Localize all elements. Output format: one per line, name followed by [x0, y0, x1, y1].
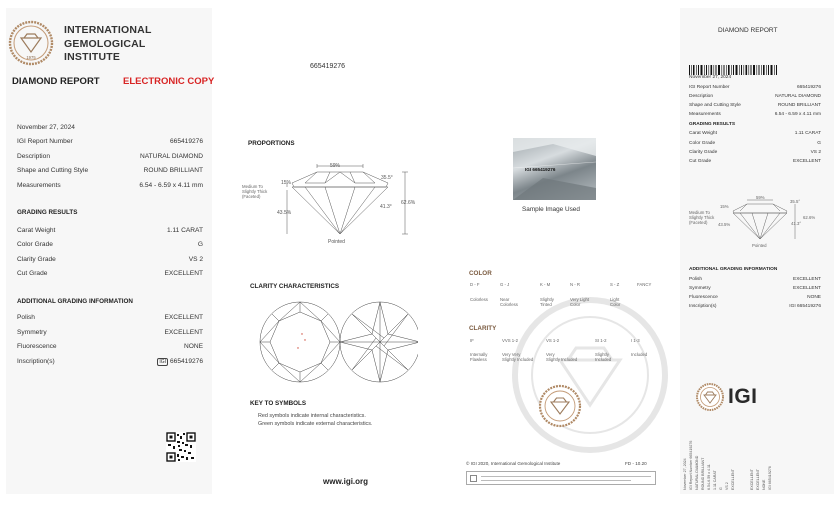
clarity-grade: IF [470, 338, 474, 343]
crown-angle: 35.5° [381, 175, 393, 181]
key-red-note: Red symbols indicate internal characteristics. [258, 413, 366, 419]
pavilion-percent: 43.5% [277, 210, 292, 216]
right-additional-row: Fluorescence NONE [689, 295, 821, 300]
color-grade: K - M [540, 282, 551, 287]
detail-row: IGI Report Number 665419276 [17, 138, 203, 145]
color-scale-heading: COLOR [469, 270, 492, 277]
right-additional-row: Symmetry EXCELLENT [689, 286, 821, 291]
key-green-note: Green symbols indicate external characteristics. [258, 421, 373, 427]
girdle-description: Medium To Slightly Thick (Faceted) [242, 184, 268, 199]
clarity-grade: VS 1-2 [546, 338, 560, 343]
institute-line2: GEMOLOGICAL [64, 37, 146, 50]
institute-line1: INTERNATIONAL [64, 24, 152, 36]
vertical-line: EXCELLENT [750, 469, 754, 490]
depth-percent: 62.6% [401, 200, 416, 206]
clarity-plot-diagram [258, 298, 418, 395]
footer-icon [470, 475, 477, 482]
right-detail-row: IGI Report Number 665419276 [689, 85, 821, 90]
grading-row: Carat Weight 1.11 CARAT [17, 227, 203, 234]
right-detail-row: Description NATURAL DIAMOND [689, 94, 821, 99]
proportions-diagram [285, 152, 415, 252]
culet-label: Pointed [328, 239, 345, 245]
clarity-desc: Very Slightly Included [546, 352, 578, 362]
right-depth: 62.6% [803, 215, 816, 220]
institute-name [64, 24, 184, 65]
footer-copyright: © IGI 2020, International Gemological Institute [466, 461, 561, 466]
right-culet-label: Pointed [752, 243, 767, 248]
barcode-icon [689, 62, 777, 72]
color-grade: FANCY [637, 282, 652, 287]
right-detail-row: Shape and Cutting Style ROUND BRILLIANT [689, 103, 821, 108]
igi-seal-icon [8, 20, 54, 66]
grading-row: Cut Grade EXCELLENT [17, 270, 203, 277]
right-girdle-description: Medium To Slightly Thick (Faceted) [689, 210, 715, 225]
vertical-line: ROUND BRILLIANT [701, 457, 705, 490]
girdle-percent: 15% [281, 180, 292, 186]
right-table-percent: 59% [756, 195, 765, 200]
clarity-scale-heading: CLARITY [469, 325, 497, 332]
report-number-top: 665419276 [310, 63, 346, 70]
additional-row: Fluorescence NONE [17, 343, 203, 350]
vertical-line: November 27, 2024 [683, 458, 687, 490]
right-detail-row: Measurements 6.54 - 6.59 x 4.11 mm [689, 112, 821, 117]
color-desc: Very Light Color [570, 297, 590, 307]
clarity-desc: Internally Flawless [470, 352, 488, 362]
right-grading-row: Carat Weight 1.11 CARAT [689, 131, 821, 136]
right-crown-angle: 35.5° [790, 199, 801, 204]
right-additional-heading: ADDITIONAL GRADING INFORMATION [689, 267, 778, 272]
vertical-line: 1.11 CARAT [713, 470, 717, 490]
right-grading-row: Clarity Grade VS 2 [689, 150, 821, 155]
detail-row: Shape and Cutting Style ROUND BRILLIANT [17, 167, 203, 174]
vertical-line: EXCELLENT [731, 469, 735, 490]
additional-row: Polish EXCELLENT [17, 314, 203, 321]
vertical-line: VS 2 [725, 482, 729, 490]
clarity-characteristics-heading: CLARITY CHARACTERISTICS [250, 283, 340, 290]
color-desc: Light Color [610, 297, 621, 307]
right-additional-row: Inscription(s) IGI 665419276 [689, 304, 821, 309]
color-grade: N - R [570, 282, 581, 287]
right-grading-row: Color Grade G [689, 141, 821, 146]
clarity-desc: Very Very Slightly Included [502, 352, 534, 362]
color-grade: S - Z [610, 282, 620, 287]
vertical-line: IGI Report Number 665419276 [689, 440, 693, 490]
color-grade: D - F [470, 282, 480, 287]
vertical-line: G [719, 487, 723, 490]
grading-results-heading: GRADING RESULTS [17, 209, 78, 216]
right-pavilion-percent: 43.5% [718, 222, 731, 227]
footer-code: FD - 10.20 [625, 461, 647, 466]
vertical-line: IGI 665419276 [768, 466, 772, 490]
igi-logo-seal-icon [695, 382, 725, 412]
color-desc: Near Colorless [500, 297, 518, 307]
clarity-grade: VVS 1-2 [502, 338, 519, 343]
vertical-line: EXCELLENT [756, 469, 760, 490]
igi-logo-text: IGI [728, 385, 758, 408]
clarity-desc: Slightly Included [595, 352, 612, 362]
sample-image-caption: Sample Image Used [522, 206, 580, 213]
sample-image-inscription: IGI 665419276 [525, 167, 556, 172]
right-pavilion-angle: 41.3° [791, 221, 802, 226]
additional-info-heading: ADDITIONAL GRADING INFORMATION [17, 298, 133, 305]
clarity-desc: Included [631, 352, 648, 357]
right-report-title: DIAMOND REPORT [718, 27, 778, 34]
pavilion-angle: 41.3° [380, 204, 392, 210]
color-desc: Colorless [470, 297, 488, 302]
detail-row: Measurements 6.54 - 6.59 x 4.11 mm [17, 182, 203, 189]
small-igi-seal-icon [538, 384, 582, 433]
right-additional-row: Polish EXCELLENT [689, 277, 821, 282]
watermark-seal-icon [510, 290, 670, 465]
detail-row: Description NATURAL DIAMOND [17, 153, 203, 160]
key-to-symbols-heading: KEY TO SYMBOLS [250, 400, 307, 407]
qr-code-icon [166, 432, 196, 462]
grading-row: Color Grade G [17, 241, 203, 248]
table-percent: 59% [330, 163, 341, 169]
clarity-grade: I 1-3 [631, 338, 640, 343]
electronic-copy-label: ELECTRONIC COPY [123, 76, 215, 87]
footer-disclaimer-box [466, 471, 656, 485]
right-grading-heading: GRADING RESULTS [689, 122, 736, 127]
clarity-grade: SI 1-2 [595, 338, 607, 343]
additional-row: Inscription(s) IGI 665419276 [17, 358, 203, 365]
grading-row: Clarity Grade VS 2 [17, 256, 203, 263]
vertical-line: NATURAL DIAMOND [695, 455, 699, 490]
right-grading-row: Cut Grade EXCELLENT [689, 159, 821, 164]
right-panel [680, 8, 834, 494]
report-title: DIAMOND REPORT [12, 76, 100, 87]
detail-row: November 27, 2024 [17, 124, 75, 131]
color-desc: Slightly Tinted [540, 297, 554, 307]
proportions-heading: PROPORTIONS [248, 140, 295, 147]
right-girdle-percent: 15% [720, 204, 729, 209]
sample-diamond-image [513, 138, 596, 200]
vertical-line: NONE [762, 479, 766, 490]
website-link[interactable]: www.igi.org [323, 477, 369, 486]
seal-year: 1975 [26, 55, 36, 60]
vertical-line: 6.54-6.59 x 4.11 [707, 464, 711, 490]
igi-logo [695, 382, 775, 412]
color-grade: G - J [500, 282, 510, 287]
institute-line3: INSTITUTE [64, 51, 121, 63]
right-detail-row: November 27, 2024 [689, 75, 732, 80]
additional-row: Symmetry EXCELLENT [17, 329, 203, 336]
